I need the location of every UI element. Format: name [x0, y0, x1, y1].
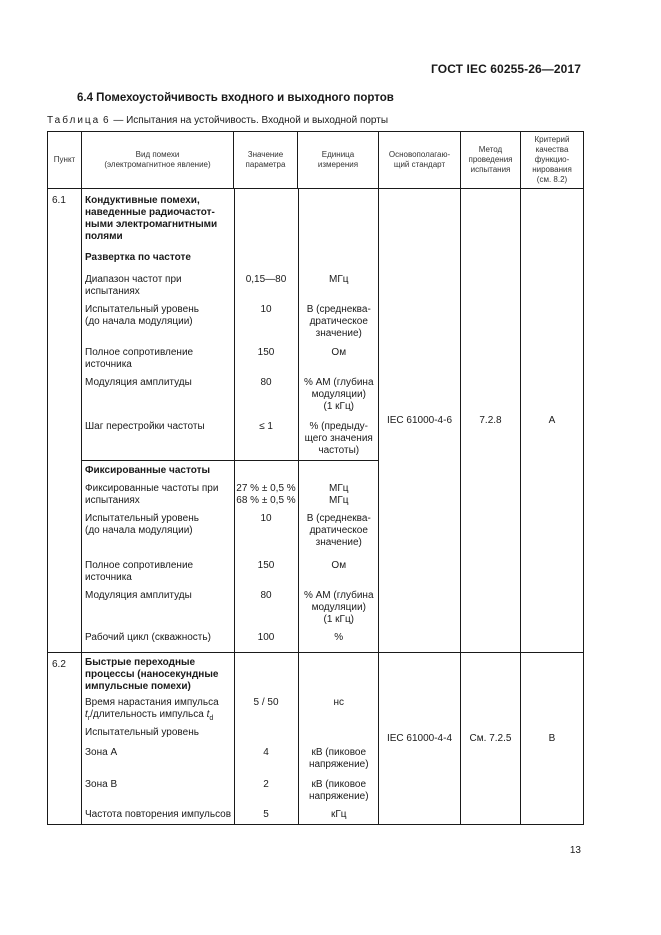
row-duty-cycle: Рабочий цикл (скважность) 100 % — [82, 632, 379, 652]
col-criterion: Критерий качества функцио- нирования (см. 8.2) — [521, 132, 584, 189]
params-6-2 — [82, 653, 379, 824]
section-title: 6.4 Помехоустойчивость входного и выходного портов — [77, 92, 394, 104]
caption-text: — Испытания на устойчивость. Входной и выходной порты — [113, 115, 389, 126]
row-zone-a: Зона A 4 кВ (пиковое напряжение) — [82, 747, 379, 779]
row-freq-step: Шаг перестройки частоты ≤ 1 % (предыду- щего значения частоты) — [82, 421, 379, 461]
row-fixed-freqs: Фиксированные частоты при испытаниях 27 % ± 0,5 % 68 % ± 0,5 % МГц МГц — [82, 481, 379, 513]
page-number: 13 — [569, 845, 581, 856]
row-title: Кондуктивные помехи, наведенные радиочастот- ными электромагнитными полями — [82, 189, 379, 244]
row-rise-time: Время нарастания импульса $t_r$/длительность импульса $t_d$ 5 / 50 нс — [82, 695, 379, 727]
row-am-modulation-2: Модуляция амплитуды 80 % АМ (глубина модуляции) (1 кГц) — [82, 590, 379, 632]
table-caption — [47, 115, 388, 126]
row-source-impedance: Полное сопротивление источника 150 Ом — [82, 344, 379, 377]
row-am-modulation: Модуляция амплитуды 80 % АМ (глубина модуляции) (1 кГц) — [82, 377, 379, 421]
performance-criterion: A — [521, 189, 584, 653]
immunity-table — [47, 131, 584, 825]
col-item: Пункт — [48, 132, 82, 189]
col-unit: Единица измерения — [298, 132, 379, 189]
row-test-level: Испытательный уровень (до начала модуляции) 10 В (среднеква- дратическое значение) — [82, 304, 379, 344]
base-standard: IEC 61000-4-6 — [379, 189, 461, 653]
item-number: 6.2 — [48, 653, 82, 825]
row-title-eft: Быстрые переходные процессы (наносекундные импульсные помехи) — [82, 653, 379, 695]
performance-criterion: B — [521, 653, 584, 825]
table-row-6-1 — [48, 189, 584, 653]
row-test-level-eft: Испытательный уровень — [82, 727, 379, 747]
item-number: 6.1 — [48, 189, 82, 653]
row-test-level-2: Испытательный уровень (до начала модуляции) 10 В (среднеква- дратическое значение) — [82, 513, 379, 557]
col-method: Метод проведения испытания — [461, 132, 521, 189]
row-subhead-fixed: Фиксированные частоты — [82, 461, 379, 482]
col-type: Вид помехи (электромагнитное явление) — [82, 132, 234, 189]
caption-prefix: Таблица — [47, 115, 101, 126]
test-method: См. 7.2.5 — [461, 653, 521, 825]
standard-header: ГОСТ IEC 60255-26—2017 — [431, 62, 581, 76]
test-method: 7.2.8 — [461, 189, 521, 653]
col-value: Значение параметра — [234, 132, 298, 189]
params-6-1 — [82, 189, 379, 652]
col-standard: Основополагаю- щий стандарт — [379, 132, 461, 189]
table-row-6-2 — [48, 653, 584, 825]
caption-number: 6 — [103, 115, 111, 126]
row-repetition-freq: Частота повторения импульсов 5 кГц — [82, 809, 379, 824]
row-zone-b: Зона B 2 кВ (пиковое напряжение) — [82, 779, 379, 809]
base-standard: IEC 61000-4-4 — [379, 653, 461, 825]
row-subhead-sweep: Развертка по частоте — [82, 244, 379, 268]
row-freq-range: Диапазон частот при испытаниях 0,15—80 МГц — [82, 268, 379, 304]
row-source-impedance-2: Полное сопротивление источника 150 Ом — [82, 557, 379, 590]
table-header-row — [48, 132, 584, 189]
